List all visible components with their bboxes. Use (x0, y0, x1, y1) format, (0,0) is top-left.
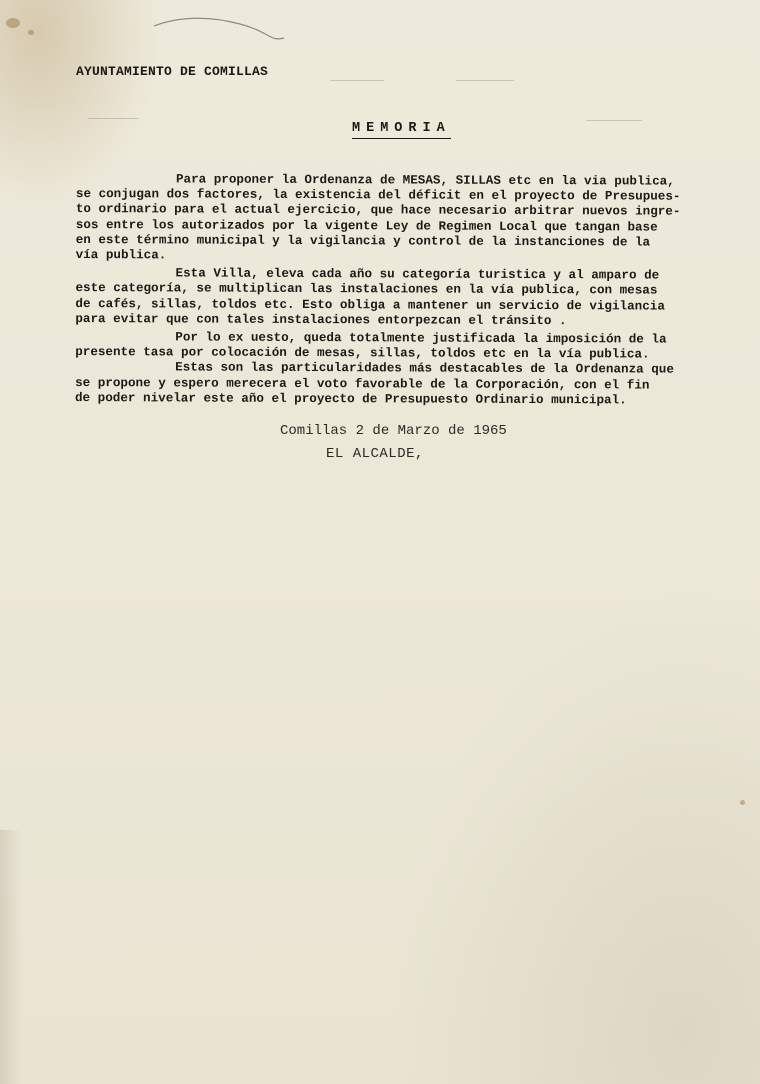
text-line: para evitar que con tales instalaciones entorpezcan el tránsito . (75, 311, 567, 328)
memo-body (75, 172, 730, 409)
paragraph-4 (75, 360, 729, 408)
paragraph-1 (76, 172, 730, 266)
text-line: Por lo ex uesto, queda totalmente justificada la imposición de la (175, 330, 667, 347)
text-line: to ordinario para el actual ejercicio, que hace necesario arbitrar nuevos ingre- (75, 202, 681, 220)
faint-rule (586, 120, 642, 121)
document-title: MEMORIA (352, 121, 451, 139)
place-and-date: Comillas 2 de Marzo de 1965 (280, 423, 507, 439)
organization-header: AYUNTAMIENTO DE COMILLAS (76, 64, 269, 79)
text-line: en este término municipal y la vigilancia y control de la instanciones de la (75, 232, 651, 250)
text-line: se conjugan dos factores, la existencia del déficit en el proyecto de Presupues- (75, 187, 681, 204)
faint-rule (456, 80, 514, 81)
text-line: vía publica. (75, 248, 167, 263)
signature-title: EL ALCALDE, (326, 446, 424, 462)
text-line: se propone y espero merecera el voto favorable de la Corporación, con el fin (75, 375, 650, 393)
text-line: de cafés, sillas, toldos etc. Esto obliga a mantener un servicio de vigilancia (75, 296, 665, 314)
text-line: de poder nivelar este año el proyecto de Presupuesto Ordinario municipal. (74, 390, 627, 408)
faint-rule (330, 80, 384, 81)
paragraph-3 (75, 330, 729, 363)
text-line: Esta Villa, eleva cada año su categoría turistica y al amparo de (175, 266, 660, 283)
text-line: sos entre los autorizados por la vigente Ley de Regimen Local que tangan base (75, 217, 658, 235)
text-line: Para proponer la Ordenanza de MESAS, SILLAS etc en la via publica, (175, 172, 675, 189)
pencil-mark (150, 12, 290, 52)
paragraph-2 (75, 266, 729, 330)
paper-stain (6, 18, 20, 28)
text-line: presente tasa por colocación de mesas, sillas, toldos etc en la vía publica. (75, 345, 650, 362)
text-line: este categoría, se multiplican las instalaciones en la vía publica, con mesas (75, 281, 658, 298)
text-line: Estas son las particularidades más destacables de la Ordenanza que (175, 360, 674, 378)
paper-fold-shadow (0, 830, 22, 1084)
paper-stain (28, 30, 34, 35)
faint-rule (88, 118, 138, 119)
paper-stain (740, 800, 745, 805)
